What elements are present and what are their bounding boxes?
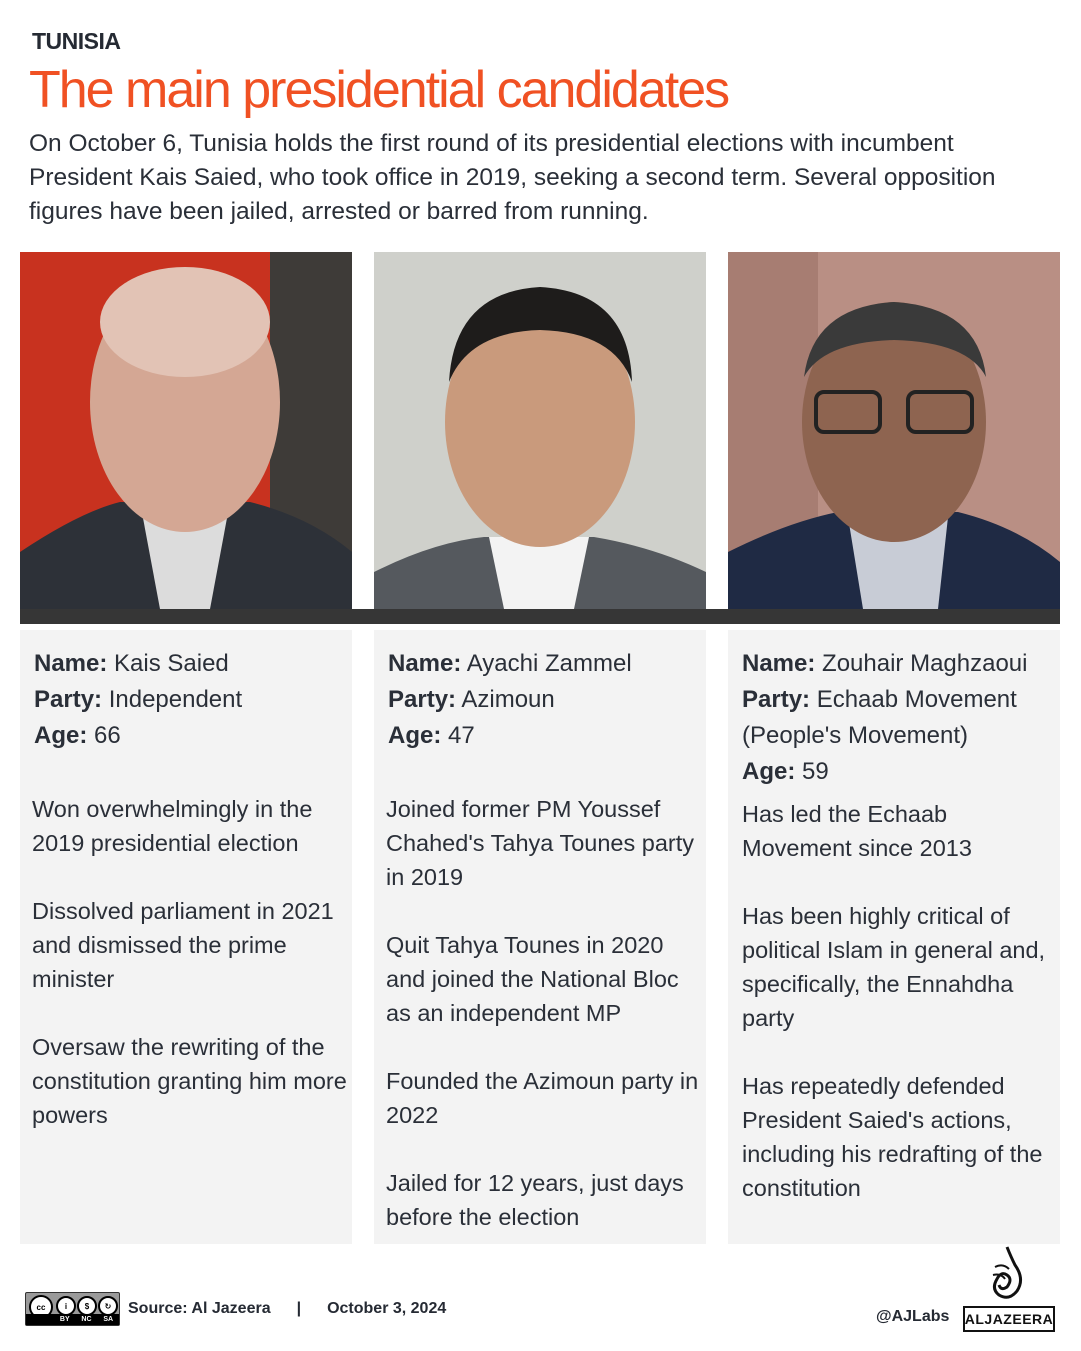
candidate-party: Echaab Movement bbox=[816, 686, 1017, 713]
candidate-facts bbox=[34, 646, 242, 754]
name-label: Name: bbox=[34, 650, 108, 677]
license-band bbox=[26, 1314, 119, 1325]
aljazeera-wordmark: ALJAZEERA bbox=[963, 1306, 1055, 1332]
bullet: Dissolved parliament in 2021 and dismissed the prime minister bbox=[32, 898, 334, 992]
age-label: Age: bbox=[742, 758, 796, 785]
license-nc: NC bbox=[81, 1316, 92, 1323]
bullet: Jailed for 12 years, just days before the election bbox=[386, 1170, 684, 1230]
candidate-age: 59 bbox=[802, 758, 829, 785]
party-label: Party: bbox=[742, 686, 811, 713]
source-text: Source: Al Jazeera bbox=[128, 1300, 271, 1317]
bullet: Has led the Echaab Movement since 2013 bbox=[742, 801, 972, 861]
page-title: The main presidential candidates bbox=[29, 61, 729, 119]
bullet: Joined former PM Youssef Chahed's Tahya Tounes party in 2019 bbox=[386, 796, 695, 890]
candidate-facts bbox=[742, 646, 1027, 790]
age-label: Age: bbox=[388, 722, 442, 749]
candidate-party: Azimoun bbox=[461, 686, 555, 713]
candidate-name: Zouhair Maghzaoui bbox=[822, 650, 1028, 677]
attribution-icon: i bbox=[56, 1296, 76, 1316]
footer-separator: | bbox=[296, 1300, 302, 1317]
candidate-card-ayachi-zammel bbox=[374, 630, 706, 1244]
publish-date: October 3, 2024 bbox=[327, 1300, 447, 1317]
cc-icon: cc bbox=[29, 1295, 53, 1319]
name-label: Name: bbox=[742, 650, 816, 677]
bullet: Oversaw the rewriting of the constitution granting him more powers bbox=[32, 1034, 347, 1128]
candidate-facts bbox=[388, 646, 632, 754]
bullet: Quit Tahya Tounes in 2020 and joined the National Bloc as an independent MP bbox=[386, 932, 679, 1026]
candidate-age: 47 bbox=[448, 722, 475, 749]
candidate-age: 66 bbox=[94, 722, 121, 749]
bullet: Founded the Azimoun party in 2022 bbox=[386, 1068, 699, 1128]
footer bbox=[25, 1292, 446, 1326]
portrait-kais-saied bbox=[20, 252, 352, 609]
candidate-bullets bbox=[32, 792, 352, 1166]
party-label: Party: bbox=[388, 686, 457, 713]
license-sa: SA bbox=[103, 1316, 114, 1323]
ajlabs-handle[interactable]: @AJLabs bbox=[876, 1308, 950, 1325]
portrait-ayachi-zammel bbox=[374, 252, 706, 609]
candidate-card-zouhair-maghzaoui bbox=[728, 630, 1060, 1244]
candidate-name: Kais Saied bbox=[114, 650, 229, 677]
bullet: Has repeatedly defended President Saied's actions, including his redrafting of the constitution bbox=[742, 1073, 1043, 1201]
creative-commons-badge[interactable] bbox=[25, 1292, 120, 1326]
party-label: Party: bbox=[34, 686, 103, 713]
noncommercial-icon: $ bbox=[77, 1296, 97, 1316]
aljazeera-calligraphy-logo-icon bbox=[985, 1245, 1029, 1303]
portrait-zouhair-maghzaoui bbox=[728, 252, 1060, 609]
name-label: Name: bbox=[388, 650, 462, 677]
bullet: Won overwhelmingly in the 2019 presidential election bbox=[32, 796, 313, 856]
candidate-party: Independent bbox=[108, 686, 243, 713]
candidate-name: Ayachi Zammel bbox=[466, 650, 632, 677]
candidate-party-line2: (People's Movement) bbox=[742, 722, 969, 749]
sharealike-icon: ↻ bbox=[98, 1296, 118, 1316]
age-label: Age: bbox=[34, 722, 88, 749]
photo-divider-bar bbox=[20, 609, 1060, 624]
candidate-bullets bbox=[386, 792, 706, 1268]
candidate-bullets bbox=[742, 797, 1062, 1239]
candidate-card-kais-saied bbox=[20, 630, 352, 1244]
bullet: Has been highly critical of political Islam in general and, specifically, the Ennahdha party bbox=[742, 903, 1046, 1031]
kicker: TUNISIA bbox=[32, 28, 121, 54]
license-by: BY bbox=[59, 1316, 70, 1323]
intro-text: On October 6, Tunisia holds the first round of its presidential elections with incumbent President Kais Saied, who took office in 2019, seeking a second term. Several opposition figures have been jailed, arrested or barred from running. bbox=[29, 130, 996, 225]
